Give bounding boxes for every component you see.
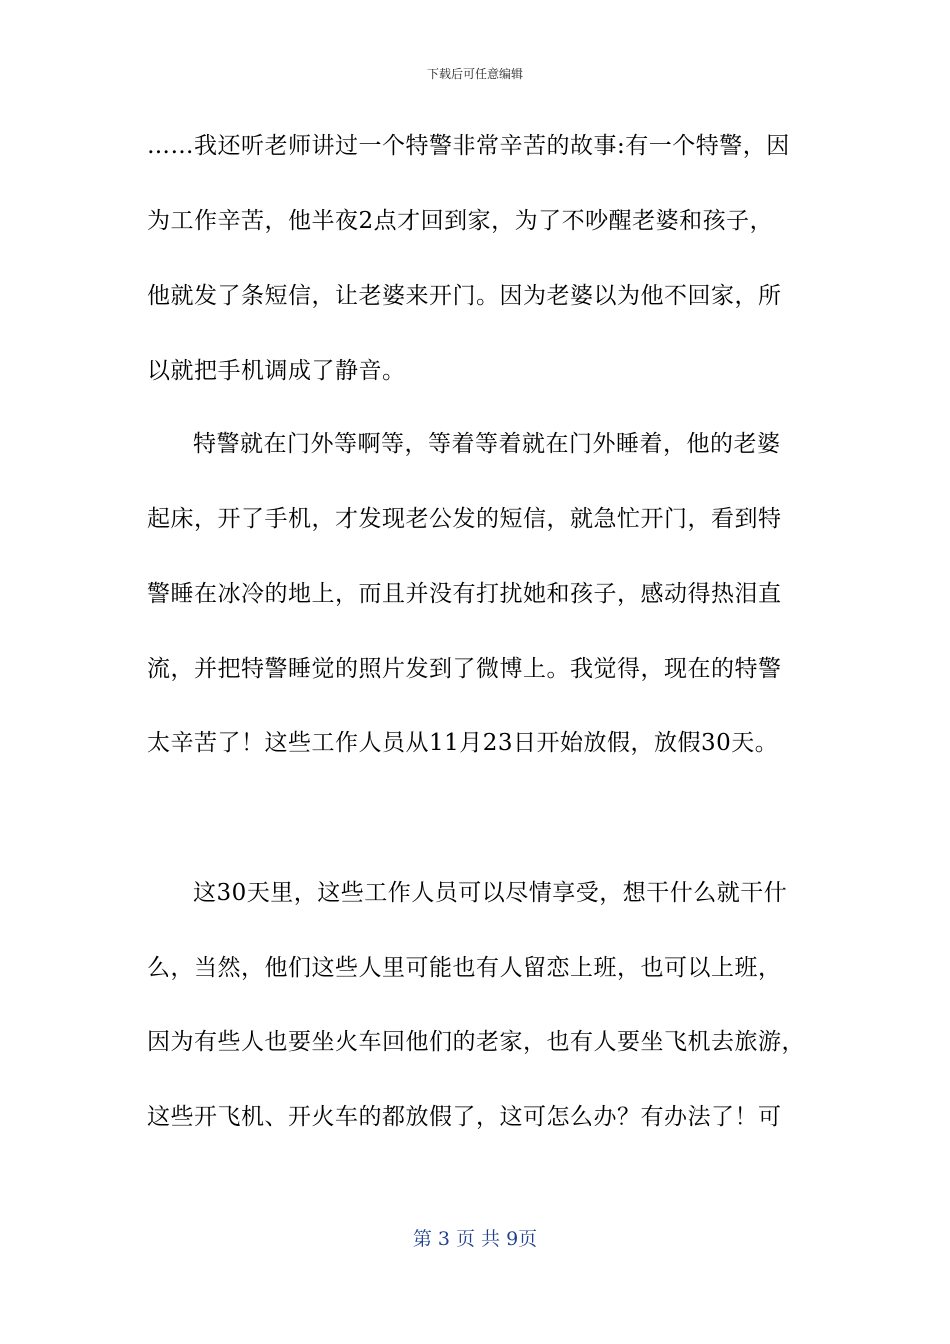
body-line: 警睡在冰冷的地上，而且并没有打扰她和孩子，感动得热泪直 (147, 581, 782, 607)
body-line: 流，并把特警睡觉的照片发到了微博上。我觉得，现在的特警 (147, 656, 782, 682)
body-line: 因为有些人也要坐火车回他们的老家，也有人要坐飞机去旅游， (147, 1029, 805, 1055)
body-line: 这30天里，这些工作人员可以尽情享受，想干什么就干什 (193, 880, 788, 906)
page-number-footer: 第 3 页 共 9页 (412, 1228, 538, 1250)
body-line: 特警就在门外等啊等，等着等着就在门外睡着，他的老婆 (193, 431, 781, 457)
body-line: 以就把手机调成了静音。 (147, 358, 406, 384)
body-line: ……我还听老师讲过一个特警非常辛苦的故事:有一个特警，因 (147, 133, 790, 159)
body-line: 起床，开了手机，才发现老公发的短信，就急忙开门，看到特 (147, 506, 782, 532)
body-line: 为工作辛苦，他半夜2点才回到家，为了不吵醒老婆和孩子， (147, 208, 774, 234)
body-line: 他就发了条短信，让老婆来开门。因为老婆以为他不回家，所 (147, 283, 782, 309)
body-line: 这些开飞机、开火车的都放假了，这可怎么办？有办法了！可 (147, 1104, 782, 1130)
body-line: 么，当然，他们这些人里可能也有人留恋上班，也可以上班， (147, 955, 782, 981)
page-header-note: 下载后可任意编辑 (426, 67, 523, 81)
body-line: 太辛苦了！这些工作人员从11月23日开始放假，放假30天。 (147, 730, 779, 756)
